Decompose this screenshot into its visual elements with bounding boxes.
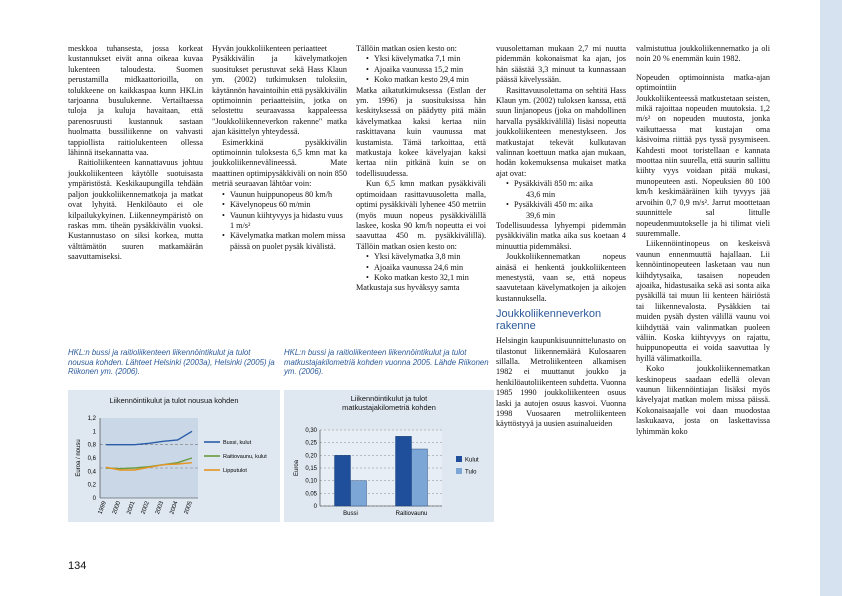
paragraph: Koko joukkoliikennematkan keskinopeus saadaan edellä olevan vaunun liikennöintiajan lisäksi myös kävelyajat matkan molem missa päissä. Kokonaisaajalle voi daan muodostaa laskukaava, josta on laskettavissa lyhimmän koko	[636, 364, 770, 436]
x-tick-label: 2003	[155, 500, 166, 516]
bullet-list	[496, 179, 626, 221]
y-axis-label: Euroa / nousu	[76, 439, 82, 477]
paragraph: meskkoa tuhansesta, jossa korkeat kustannukset eivät anna oikeaa kuvaa lukenteen taloudesta. Suomen perustamilla midkaattorioilla, on tolukkeene on kaikkaspaa kunn HKLin tarjoanna busulukenne. Vertailtaessa tuloja ja kuluja havaitaan, että parenosruusti kustannuk sastaan huolmatta bussiliikenne on vahvasti tappiollista raitiolukenteen ollessa lähinnä itsekannatta vaa.	[68, 44, 203, 158]
chart-title: Liikennöintikulut ja tulot nousua kohden	[109, 396, 239, 405]
y-axis-label: Euroa	[294, 459, 300, 477]
legend-label: Lipputulot	[223, 468, 247, 474]
paragraph: Tällöin matkan osien kesto on:	[356, 44, 457, 53]
x-tick-label: 2004	[169, 500, 180, 516]
list-item-value: 43,6 min	[526, 189, 556, 199]
text-column-5	[636, 44, 770, 437]
list-item: • Koko matkan kesto 29,4 min	[366, 75, 486, 85]
x-tick-label: Raitiovaunu	[395, 511, 428, 517]
line-chart	[68, 390, 280, 522]
paragraph: Liikennöintinopeus on keskeisvä vaunun ennenmuuttä hajallaan. Lii kennöintinopeuteen lasketaan vau nun kiihdytysaika, tasaisen nopeuden ajoaika, hidastusaika sekä asi sonta aika pysäkillä tai muun lii kenteen häiriöstä tai liikennevalosta. Pysäkkien tai muiden pysäh dysten välillä vaunu voi kiihdyttää vain valinmatkan puoleen väliin. Koska kiihtyvyys on rajattu, huippunopeutta ei voida saavuttaa ly hyillä välimatkoilla.	[636, 239, 770, 363]
bar	[396, 436, 412, 506]
list-item: • Koko matkan kesto 32,1 min	[366, 273, 486, 283]
paragraph: Helsingin kaupunkisuunnittelunasto on tilastonut liikennemäärä Kulosaaren sillalla. Metroliikenteen alkamisen 1982 ei muuttanut joukko ja henkilöautoliikenteen suhdetta. Vuonna 1985 1990 joukkoliikenteen osuus laski ja autojen osuus kasvoi. Vuonna 1998 Vuosaaren metroliikenteen käyttöstyyä ja uusien asuinalueiden	[496, 336, 626, 429]
list-item: • Vaunun huippunopeus 80 km/h	[222, 190, 347, 200]
page-number: 134	[68, 560, 87, 572]
x-tick-label: 1999	[97, 500, 108, 516]
list-item-value: 39,6 min	[526, 210, 556, 220]
y-tick-label: 0,10	[305, 478, 317, 485]
y-tick-label: 0,2	[87, 482, 96, 489]
y-tick-label: 0,8	[87, 442, 96, 449]
y-tick-label: 1,2	[87, 416, 96, 422]
legend-label: Raitiovaunu, kulut	[223, 454, 267, 460]
y-tick-label: 0,4	[87, 469, 96, 476]
bar	[335, 455, 351, 506]
page-edge-band	[820, 0, 842, 596]
x-tick-label: 2002	[140, 500, 151, 516]
x-tick-label: 2005	[183, 500, 194, 516]
text-column-1	[68, 44, 203, 263]
plot-area	[100, 418, 198, 498]
y-tick-label: 0,25	[305, 440, 317, 447]
x-tick-label: 2000	[112, 500, 123, 516]
paragraph: Joukkoliikennematkan nopeus ainäsä ei henkentä joukkoliikenteen menestystä, vaan se, että nopeus saavutetaan kävelymatkojen ja aikojen kustannuksella.	[496, 252, 626, 303]
bar	[351, 481, 367, 506]
legend-swatch	[456, 456, 462, 462]
y-tick-label: 1	[92, 429, 96, 436]
y-tick-label: 0,05	[305, 491, 317, 498]
paragraph: Todellisuudessa lyhyempi pidemmän pysäkkivälin matka aika sus koetaan 4 minuuttia pidemmäksi.	[496, 220, 626, 251]
line-chart-panel	[68, 390, 280, 522]
bar	[412, 449, 428, 506]
paragraph: Rasittavuusolettama on sehtitä Hass Klaun ym. (2002) tuloksen kanssa, että suun linjanopeus (joka on mahdollinen harvalla pysäkkivälillä) lisäsi nopeutta joukkoliikenteen menestykseen. Jos matkustajat tekevät kulkutavan valinnan koettuun matka ajan mukaan, hodän kokemuksensa mukaiset matka ajat ovat:	[496, 85, 626, 178]
paragraph: valmistuttua joukkoliikennematko ja oli noin 20 % enemmän kuin 1982.	[636, 44, 770, 64]
section-heading: Joukkoliikenneverkon rakenne	[496, 308, 602, 333]
text-column-4	[496, 44, 626, 430]
list-item: • Ajoaika vaunussa 24,6 min	[366, 263, 486, 273]
paragraph: Esimerkkinä pysäkkivälin optimoinnin tuloksesta 6,5 kmn mat ka joukkoliikennevälineessä. Mate maattinen optimipysäkkiväli on noin 850 metriä seuraavan lähtöar voin:	[212, 137, 347, 189]
subheading: Nopeuden optimoinnista matka-ajan optimointiin	[636, 72, 770, 93]
paragraph: Matka aikatutkimuksessa (Estlan der ym. 1996) ja suosituksissa hän keskityksessä on päädytty pitä mään kävelymatkaa kaksi kertaa niin raskittavana kuin vaunussa mat kustamista. Tämä tarkoittaa, että matkustaja kokee kävelyajan kaksi kertaa niin pitkänä kuin se on todellisuudessa.	[356, 85, 486, 178]
bullet-list	[356, 252, 486, 283]
text-column-2	[212, 44, 347, 252]
legend-label: Kulut	[465, 457, 479, 464]
figure-caption-1: HKL:n bussi ja raitioliikenteen liikennöintikulut ja tulot nousua kohden. Lähteet Helsinki (2003a), Helsinki (2005) ja Riikonen ym. (2006).	[68, 348, 275, 377]
list-item: • Vaunun kiihtyvyys ja hidastu vuus 1 m/s²	[222, 211, 347, 232]
x-tick-label: Bussi	[343, 511, 358, 517]
legend-label: Bussi, kulut	[223, 440, 252, 446]
bullet-list	[356, 54, 486, 85]
y-tick-label: 0,6	[87, 456, 96, 462]
text-column-3	[356, 44, 486, 294]
y-tick-label: 0,20	[305, 453, 317, 460]
list-item: • Pysäkkiväli 850 m: aika	[506, 179, 626, 189]
y-tick-label: 0,15	[305, 466, 317, 472]
list-item: • Kävelymatka matkan molem missa päissä on puolet pysäk kivälistä.	[222, 231, 347, 252]
list-item: • Kävelynopeus 60 m/min	[222, 200, 347, 210]
list-item: • Pysäkkiväli 450 m: aika	[506, 200, 626, 210]
y-tick-label: 0,30	[305, 428, 317, 434]
legend-swatch	[456, 468, 462, 474]
legend-label: Tulo	[465, 469, 477, 476]
list-item: • Yksi kävelymatka 3,8 min	[366, 252, 486, 262]
figure-caption-2: HKL:n bussi ja raitioliikenteen liikennöintikulut ja tulot matkustajakilometriä kohden vuonna 2005. Lähde Riikonen ym. (2006).	[284, 348, 489, 377]
y-tick-label: 0	[313, 504, 317, 510]
subheading: Hyvän joukkoliikenteen periaatteet	[212, 44, 328, 53]
chart-title: Liikennöintikulut ja tulot matkustajakilometriä kohden	[342, 394, 436, 412]
x-tick-label: 2001	[126, 500, 137, 516]
list-item: • Yksi kävelymatka 7,1 min	[366, 54, 486, 64]
paragraph: Raitioliikenteen kannattavuus johtuu joukkoliikenteen käytölle suotuisasta ympäristöstä. Keskikaupungilla tehdään paljon joukkoliikennematkoja ja matkat ovat lyhyitä. Henkilöauto ei ole kilpailukykyinen. Liikenneympäristö on raskas mm. tiheän pysäkkivälin vuoksi. Kustannustaso on siksi korkea, mutta välttämätön suuren matkamäärän saavuttamiseksi.	[68, 158, 203, 262]
paragraph: Joukkoliikenteessä matkustetaan seisten, mikä rajoittaa nopeuden muutoksia. 1,2 m/s² on nopeuden muutosta, jonka vaikuttaessa mat kustajan oma käsivoima riittää pys tyssä pysymiseen. Kahdesti moot toristellaan e kannata moottaa niin suurella, että suurin sallittu kiihty vyys voidaan pitää mukasi, munopeuteen asti. Nopeuksien 80 100 km/h keskimääräinen kiih tyvyys jää arvoihin 0,7 0,9 m/s². Jarrut moottetaan suunnittele sal littulle nopeudenmuutokselle ja hi tilimat vieli suuremmalle.	[636, 93, 770, 238]
paragraph: Matkustaja sus hyväksyy samta	[356, 283, 460, 293]
paragraph: Pysäkkivälin ja kävelymatkojen suositukset perustuvat sekä Hass Klaun ym. (2002) tutkimuksen tuloksiin, käytännön havaintoihin että pysäkkivälin optimoinnin periaatteisiin, jotka on selostettu seuraavassa kappaleessa "Joukkoliikenneverkon rakenne" matka ajan käsittelyn yhteydessä.	[212, 54, 347, 137]
bullet-list	[212, 190, 347, 252]
paragraph: Kun 6,5 kmn matkan pysäkkiväli optimoidaan rasittavuusoletta malla, optimi pysäkkiväli lyhenee 450 metriin (myös muun nopeus pysäkkivälillä laskee, koska 90 km/h nopeutta ei voi saavuttaa 450 m. pysäkkivälillä). Tällöin matkan osien kesto on:	[356, 179, 486, 251]
bar-chart	[284, 390, 494, 522]
paragraph: vuusolettaman mukaan 2,7 mi nuutta pidemmän kokonaismat ka ajan, jos hän säästää 3,3 minuut ta kunnassaan päässä kävelyssään.	[496, 44, 626, 85]
bar-chart-panel	[284, 390, 494, 522]
list-item: • Ajoaika vaunussa 15,2 min	[366, 65, 486, 75]
y-tick-label: 0	[92, 496, 96, 502]
